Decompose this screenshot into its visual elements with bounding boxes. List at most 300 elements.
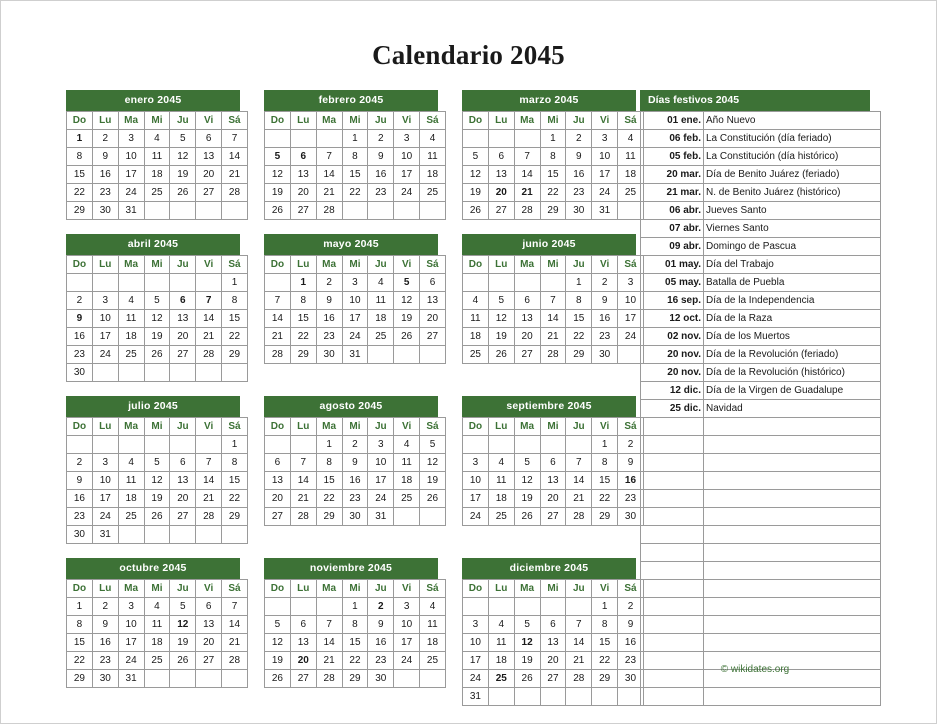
- day-cell: 16: [92, 166, 118, 184]
- month-title: diciembre 2045: [462, 558, 636, 579]
- day-cell: 23: [368, 184, 394, 202]
- day-cell: 22: [342, 184, 368, 202]
- day-cell: 4: [144, 130, 170, 148]
- week-row: [265, 130, 446, 148]
- holiday-name-empty: [704, 472, 881, 490]
- holiday-name-empty: [704, 598, 881, 616]
- month-title: marzo 2045: [462, 90, 636, 111]
- day-cell: 7: [196, 454, 222, 472]
- week-row: [265, 616, 446, 634]
- empty-day-cell: [144, 670, 170, 688]
- holiday-date-empty: [641, 490, 704, 508]
- month-block: [66, 396, 240, 544]
- day-cell: 23: [67, 508, 93, 526]
- week-row: [265, 634, 446, 652]
- weekday-header: Vi: [394, 112, 420, 130]
- empty-day-cell: [540, 274, 566, 292]
- day-cell: 23: [67, 346, 93, 364]
- day-cell: 7: [566, 616, 592, 634]
- day-cell: 24: [118, 184, 144, 202]
- day-cell: 10: [92, 472, 118, 490]
- day-cell: 21: [566, 652, 592, 670]
- holiday-date-empty: [641, 634, 704, 652]
- day-cell: 2: [566, 130, 592, 148]
- weekday-header: Do: [265, 580, 291, 598]
- holiday-day-cell: 5: [394, 274, 420, 292]
- day-cell: 23: [342, 490, 368, 508]
- day-cell: 15: [540, 166, 566, 184]
- day-cell: 15: [592, 472, 618, 490]
- day-cell: 21: [196, 490, 222, 508]
- weekday-header: Lu: [290, 256, 316, 274]
- day-cell: 7: [316, 616, 342, 634]
- day-cell: 16: [342, 472, 368, 490]
- weekday-header: Ma: [316, 256, 342, 274]
- day-cell: 23: [618, 652, 644, 670]
- day-cell: 9: [566, 148, 592, 166]
- weekday-header: Vi: [394, 256, 420, 274]
- empty-day-cell: [196, 526, 222, 544]
- weekday-header: Do: [265, 112, 291, 130]
- week-row: [67, 670, 248, 688]
- empty-day-cell: [488, 130, 514, 148]
- day-cell: 20: [170, 490, 196, 508]
- day-cell: 4: [144, 598, 170, 616]
- weekday-header: Ma: [316, 580, 342, 598]
- weekday-header: Sá: [420, 256, 446, 274]
- month-row: [66, 90, 636, 220]
- day-cell: 27: [170, 508, 196, 526]
- week-row: [265, 670, 446, 688]
- day-cell: 27: [290, 202, 316, 220]
- day-cell: 22: [592, 652, 618, 670]
- empty-day-cell: [118, 274, 144, 292]
- day-cell: 16: [67, 328, 93, 346]
- day-cell: 13: [170, 310, 196, 328]
- day-cell: 7: [222, 130, 248, 148]
- week-row: [265, 652, 446, 670]
- holiday-name-empty: [704, 562, 881, 580]
- day-cell: 18: [463, 328, 489, 346]
- month-table: [462, 111, 644, 220]
- day-cell: 7: [540, 292, 566, 310]
- month-block: [66, 558, 240, 706]
- day-cell: 15: [67, 634, 93, 652]
- day-cell: 11: [144, 616, 170, 634]
- month-block: [462, 558, 636, 706]
- holiday-empty-row: [641, 436, 881, 454]
- day-cell: 19: [144, 328, 170, 346]
- day-cell: 7: [222, 598, 248, 616]
- holiday-date-empty: [641, 688, 704, 706]
- day-cell: 13: [290, 166, 316, 184]
- day-cell: 24: [394, 184, 420, 202]
- day-cell: 7: [316, 148, 342, 166]
- empty-day-cell: [342, 202, 368, 220]
- empty-day-cell: [170, 436, 196, 454]
- empty-day-cell: [420, 346, 446, 364]
- month-title: abril 2045: [66, 234, 240, 255]
- day-cell: 19: [144, 490, 170, 508]
- holiday-row: [641, 328, 881, 346]
- day-cell: 30: [316, 346, 342, 364]
- empty-day-cell: [265, 436, 291, 454]
- holiday-date-empty: [641, 598, 704, 616]
- week-row: [265, 274, 446, 292]
- day-cell: 12: [488, 310, 514, 328]
- day-cell: 2: [342, 436, 368, 454]
- week-row: [463, 184, 644, 202]
- day-cell: 8: [592, 616, 618, 634]
- day-cell: 11: [618, 148, 644, 166]
- month-title: julio 2045: [66, 396, 240, 417]
- holiday-date-empty: [641, 580, 704, 598]
- day-cell: 4: [488, 616, 514, 634]
- holiday-date-empty: [641, 562, 704, 580]
- holiday-date: 05 feb.: [641, 148, 704, 166]
- week-row: [67, 166, 248, 184]
- day-cell: 13: [420, 292, 446, 310]
- day-cell: 2: [368, 130, 394, 148]
- holiday-row: [641, 310, 881, 328]
- weekday-header: Lu: [92, 112, 118, 130]
- day-cell: 8: [592, 454, 618, 472]
- holiday-date: 01 may.: [641, 256, 704, 274]
- day-cell: 27: [514, 346, 540, 364]
- holiday-name: Día de la Independencia: [704, 292, 881, 310]
- day-cell: 21: [222, 634, 248, 652]
- day-cell: 5: [420, 436, 446, 454]
- day-cell: 30: [618, 670, 644, 688]
- month-table: [66, 111, 248, 220]
- weekday-header: Sá: [420, 580, 446, 598]
- day-cell: 13: [196, 148, 222, 166]
- holiday-date: 07 abr.: [641, 220, 704, 238]
- week-row: [67, 364, 248, 382]
- day-cell: 29: [316, 508, 342, 526]
- holiday-date: 09 abr.: [641, 238, 704, 256]
- day-cell: 18: [144, 166, 170, 184]
- empty-day-cell: [394, 508, 420, 526]
- day-cell: 26: [514, 670, 540, 688]
- day-cell: 1: [566, 274, 592, 292]
- empty-day-cell: [196, 364, 222, 382]
- weekday-header: Lu: [92, 580, 118, 598]
- holiday-name: Navidad: [704, 400, 881, 418]
- holiday-day-cell: 9: [67, 310, 93, 328]
- day-cell: 23: [368, 652, 394, 670]
- empty-day-cell: [144, 364, 170, 382]
- holiday-day-cell: 5: [265, 148, 291, 166]
- empty-day-cell: [394, 202, 420, 220]
- day-cell: 29: [540, 202, 566, 220]
- week-row: [265, 472, 446, 490]
- weekday-header: Mi: [342, 112, 368, 130]
- day-cell: 6: [170, 454, 196, 472]
- holiday-row: [641, 364, 881, 382]
- holiday-name: Año Nuevo: [704, 112, 881, 130]
- day-cell: 4: [488, 454, 514, 472]
- day-cell: 9: [67, 472, 93, 490]
- month-title: mayo 2045: [264, 234, 438, 255]
- day-cell: 9: [368, 148, 394, 166]
- day-cell: 17: [118, 634, 144, 652]
- day-cell: 12: [394, 292, 420, 310]
- day-cell: 20: [540, 652, 566, 670]
- week-row: [67, 454, 248, 472]
- day-cell: 26: [144, 508, 170, 526]
- day-cell: 16: [316, 310, 342, 328]
- week-row: [463, 670, 644, 688]
- day-cell: 28: [265, 346, 291, 364]
- week-row: [463, 634, 644, 652]
- day-cell: 16: [368, 634, 394, 652]
- week-row: [463, 328, 644, 346]
- weekday-header: Lu: [488, 112, 514, 130]
- day-cell: 30: [618, 508, 644, 526]
- empty-day-cell: [566, 436, 592, 454]
- day-cell: 6: [514, 292, 540, 310]
- holiday-name: Día de la Revolución (histórico): [704, 364, 881, 382]
- day-cell: 28: [290, 508, 316, 526]
- holiday-date: 21 mar.: [641, 184, 704, 202]
- holiday-row: [641, 130, 881, 148]
- holiday-empty-row: [641, 580, 881, 598]
- day-cell: 25: [618, 184, 644, 202]
- weekday-header: Vi: [196, 256, 222, 274]
- day-cell: 5: [144, 454, 170, 472]
- day-cell: 21: [196, 328, 222, 346]
- empty-day-cell: [488, 436, 514, 454]
- week-row: [463, 274, 644, 292]
- holiday-empty-row: [641, 526, 881, 544]
- day-cell: 28: [196, 346, 222, 364]
- day-cell: 11: [488, 634, 514, 652]
- day-cell: 21: [540, 328, 566, 346]
- day-cell: 14: [514, 166, 540, 184]
- day-cell: 15: [342, 634, 368, 652]
- day-cell: 20: [514, 328, 540, 346]
- day-cell: 25: [118, 346, 144, 364]
- day-cell: 5: [144, 292, 170, 310]
- day-cell: 26: [463, 202, 489, 220]
- day-cell: 7: [566, 454, 592, 472]
- day-cell: 11: [118, 310, 144, 328]
- day-cell: 23: [92, 652, 118, 670]
- empty-day-cell: [540, 598, 566, 616]
- day-cell: 3: [92, 292, 118, 310]
- weekday-header: Do: [265, 256, 291, 274]
- day-cell: 8: [316, 454, 342, 472]
- day-cell: 19: [265, 184, 291, 202]
- day-cell: 17: [118, 166, 144, 184]
- holiday-day-cell: 6: [170, 292, 196, 310]
- weekday-header: Ju: [566, 418, 592, 436]
- day-cell: 14: [222, 148, 248, 166]
- holiday-empty-row: [641, 472, 881, 490]
- weekday-header: Lu: [92, 256, 118, 274]
- day-cell: 4: [368, 274, 394, 292]
- day-cell: 1: [222, 436, 248, 454]
- week-row: [67, 292, 248, 310]
- week-row: [67, 616, 248, 634]
- weekday-header: Vi: [592, 112, 618, 130]
- day-cell: 8: [566, 292, 592, 310]
- weekday-header: Mi: [540, 580, 566, 598]
- day-cell: 17: [592, 166, 618, 184]
- day-cell: 29: [566, 346, 592, 364]
- day-cell: 31: [368, 508, 394, 526]
- month-title: septiembre 2045: [462, 396, 636, 417]
- month-row: [66, 558, 636, 706]
- day-cell: 18: [118, 328, 144, 346]
- day-cell: 3: [463, 454, 489, 472]
- day-cell: 31: [118, 670, 144, 688]
- day-cell: 17: [342, 310, 368, 328]
- week-row: [67, 526, 248, 544]
- day-cell: 24: [463, 670, 489, 688]
- day-cell: 31: [342, 346, 368, 364]
- weekday-header: Do: [67, 112, 93, 130]
- empty-day-cell: [463, 436, 489, 454]
- holidays-panel: [640, 90, 870, 706]
- day-cell: 21: [316, 184, 342, 202]
- month-table: [264, 417, 446, 526]
- holiday-row: [641, 202, 881, 220]
- day-cell: 2: [92, 598, 118, 616]
- empty-day-cell: [540, 436, 566, 454]
- day-cell: 3: [592, 130, 618, 148]
- holiday-day-cell: 6: [290, 148, 316, 166]
- holiday-name-empty: [704, 418, 881, 436]
- weekday-header: Do: [67, 418, 93, 436]
- day-cell: 13: [290, 634, 316, 652]
- day-cell: 12: [265, 166, 291, 184]
- empty-day-cell: [170, 274, 196, 292]
- month-block: [462, 90, 636, 220]
- week-row: [67, 652, 248, 670]
- weekday-header: Mi: [540, 256, 566, 274]
- holiday-name: Viernes Santo: [704, 220, 881, 238]
- holiday-day-cell: 20: [290, 652, 316, 670]
- day-cell: 16: [92, 634, 118, 652]
- day-cell: 17: [368, 472, 394, 490]
- empty-day-cell: [290, 436, 316, 454]
- day-cell: 9: [92, 148, 118, 166]
- empty-day-cell: [170, 364, 196, 382]
- weekday-header: Vi: [196, 580, 222, 598]
- day-cell: 3: [118, 598, 144, 616]
- weekday-header: Mi: [144, 580, 170, 598]
- day-cell: 21: [566, 490, 592, 508]
- holiday-name: Día de la Revolución (feriado): [704, 346, 881, 364]
- weekday-header: Lu: [290, 418, 316, 436]
- day-cell: 22: [592, 490, 618, 508]
- day-cell: 16: [592, 310, 618, 328]
- day-cell: 30: [67, 364, 93, 382]
- day-cell: 14: [196, 310, 222, 328]
- day-cell: 30: [566, 202, 592, 220]
- day-cell: 26: [265, 670, 291, 688]
- holiday-name-empty: [704, 688, 881, 706]
- day-cell: 8: [342, 616, 368, 634]
- empty-day-cell: [394, 670, 420, 688]
- day-cell: 27: [540, 508, 566, 526]
- day-cell: 24: [618, 328, 644, 346]
- day-cell: 14: [566, 634, 592, 652]
- day-cell: 27: [196, 184, 222, 202]
- day-cell: 7: [290, 454, 316, 472]
- empty-day-cell: [566, 598, 592, 616]
- week-row: [463, 508, 644, 526]
- holiday-date-empty: [641, 616, 704, 634]
- day-cell: 24: [92, 346, 118, 364]
- empty-day-cell: [488, 688, 514, 706]
- day-cell: 8: [67, 616, 93, 634]
- day-cell: 18: [420, 166, 446, 184]
- day-cell: 14: [566, 472, 592, 490]
- empty-day-cell: [92, 364, 118, 382]
- day-cell: 9: [592, 292, 618, 310]
- holiday-row: [641, 238, 881, 256]
- empty-day-cell: [67, 436, 93, 454]
- month-title: noviembre 2045: [264, 558, 438, 579]
- day-cell: 1: [222, 274, 248, 292]
- day-cell: 11: [118, 472, 144, 490]
- holiday-name-empty: [704, 634, 881, 652]
- day-cell: 3: [342, 274, 368, 292]
- empty-day-cell: [222, 670, 248, 688]
- week-row: [67, 328, 248, 346]
- month-title: octubre 2045: [66, 558, 240, 579]
- day-cell: 28: [566, 670, 592, 688]
- day-cell: 21: [222, 166, 248, 184]
- day-cell: 5: [514, 454, 540, 472]
- holiday-day-cell: 12: [170, 616, 196, 634]
- day-cell: 30: [67, 526, 93, 544]
- month-table: [66, 417, 248, 544]
- day-cell: 25: [420, 652, 446, 670]
- day-cell: 14: [290, 472, 316, 490]
- day-cell: 26: [488, 346, 514, 364]
- empty-day-cell: [540, 688, 566, 706]
- holiday-empty-row: [641, 418, 881, 436]
- day-cell: 20: [170, 328, 196, 346]
- day-cell: 11: [394, 454, 420, 472]
- weekday-header: Mi: [144, 256, 170, 274]
- day-cell: 29: [67, 202, 93, 220]
- day-cell: 31: [463, 688, 489, 706]
- weekday-header: Sá: [222, 256, 248, 274]
- day-cell: 1: [540, 130, 566, 148]
- holiday-row: [641, 400, 881, 418]
- day-cell: 6: [540, 454, 566, 472]
- day-cell: 23: [618, 490, 644, 508]
- weekday-header: Sá: [618, 580, 644, 598]
- holiday-name: La Constitución (día histórico): [704, 148, 881, 166]
- day-cell: 8: [222, 454, 248, 472]
- month-table: [264, 111, 446, 220]
- week-row: [463, 436, 644, 454]
- holiday-date: 16 sep.: [641, 292, 704, 310]
- week-row: [67, 436, 248, 454]
- empty-day-cell: [144, 202, 170, 220]
- day-cell: 3: [394, 130, 420, 148]
- day-cell: 29: [67, 670, 93, 688]
- day-cell: 25: [118, 508, 144, 526]
- month-table: [66, 579, 248, 688]
- weekday-header: Mi: [540, 112, 566, 130]
